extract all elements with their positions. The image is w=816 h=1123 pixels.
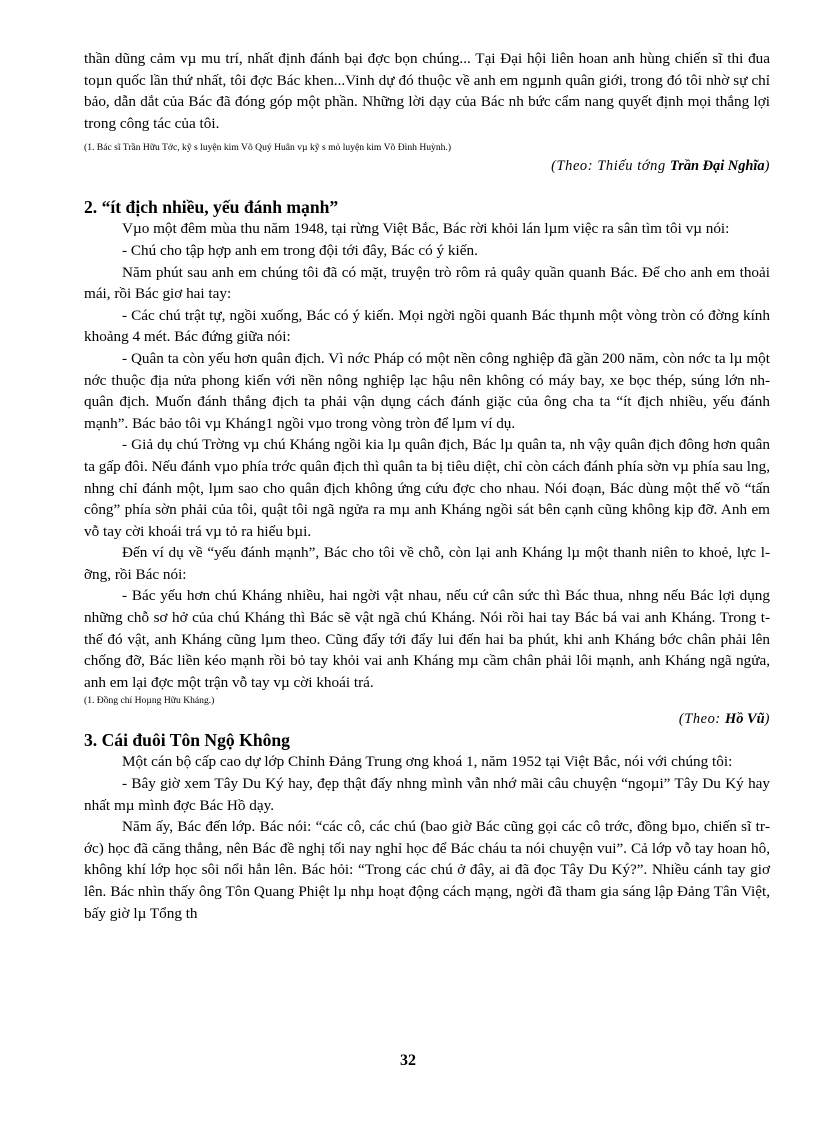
paragraph: thần dũng cảm vµ mu trí, nhất định đánh bại đợc bọn chúng... Tại Đại hội liên hoan anh hùng chiến sĩ thi đua toµn quốc lần thứ nhất, tôi đợc Bác khen...Vinh dự đó thuộc về anh em ngµnh quân giới, trong đó tôi nhờ sự chỉ bảo, dẫn dắt của Bác đã đóng góp một phần. Những lời dạy của Bác nh bức cẩm nang quyết định mọi thắng lợi trong công tác của tôi. (84, 50, 770, 132)
section-title: 3. Cái đuôi Tôn Ngộ Không (84, 730, 290, 751)
paragraph: - Các chú trật tự, ngồi xuống, Bác có ý kiến. Mọi ngời ngồi quanh Bác thµnh một vòng tròn có đờng kính khoảng 4 mét. Bác đứng giữa nói: (84, 306, 770, 346)
paragraph: Năm phút sau anh em chúng tôi đã có mặt, truyện trò rôm rả quây quần quanh Bác. Để cho anh em thoải mái, rồi Bác giơ hai tay: (84, 263, 770, 303)
footnote: (1. Bác sĩ Trần Hữu Tớc, kỹ s luyện kim Võ Quý Huân vµ kỹ s mỏ luyện kim Võ Đình Huỳnh.) (84, 142, 452, 154)
footnote: (1. Đồng chí Hoµng Hữu Kháng.) (84, 695, 215, 707)
source-attribution: (Theo: Hồ Vũ) (678, 711, 770, 728)
paragraph: Đến ví dụ về “yếu đánh mạnh”, Bác cho tôi về chỗ, còn lại anh Kháng lµ một thanh niên to khoẻ, lực lỡng, rồi Bác nói: (84, 544, 770, 583)
paragraph: - Bây giờ xem Tây Du Ký hay, đẹp thật đấy nhng mình vẫn nhớ mãi câu chuyện “ngoµi” Tây Du Ký hay nhất mµ mình đợc Bác Hồ dạy. (84, 775, 770, 814)
source-attribution: (Theo: Thiếu tớng Trần Đại Nghĩa) (551, 158, 770, 175)
paragraph: - Chú cho tập hợp anh em trong đội tới đây, Bác có ý kiến. (122, 241, 478, 259)
document-page (84, 48, 770, 924)
paragraph: Vµo một đêm mùa thu năm 1948, tại rừng Việt Bắc, Bác rời khỏi lán lµm việc ra sân tìm tôi vµ nói: (122, 220, 730, 238)
paragraph: - Bác yếu hơn chú Kháng nhiều, hai ngời vật nhau, nếu cứ cân sức thì Bác thua, nhng nếu Bác lợi dụng những chỗ sơ hở của chú Kháng thì Bác sẽ vật ngã chú Kháng. Nói rồi hai tay Bác bá vai anh Kháng. Trong t thế đó vật, anh Kháng cũng lµm theo. Cũng đẩy tới đẩy lui đến hai ba phút, khi anh Kháng bớc chân phải lên chống đỡ, Bác liền kéo mạnh rồi bỏ tay khỏi vai anh Kháng mµ cầm chân phải lôi mạnh, anh Kháng ngã ngửa, anh em lại đợc một trận vỗ tay vµ cời khoái trá. (84, 587, 770, 691)
section-title: 2. “ít địch nhiều, yếu đánh mạnh” (84, 197, 339, 218)
paragraph: Một cán bộ cấp cao dự lớp Chỉnh Đảng Trung ơng khoá 1, năm 1952 tại Việt Bắc, nói với chúng tôi: (122, 753, 733, 771)
page-number: 32 (400, 1052, 416, 1069)
source-author: Trần Đại Nghĩa (669, 158, 765, 175)
paragraph: - Giả dụ chú Trờng vµ chú Kháng ngồi kia lµ quân địch, Bác lµ quân ta, nh vậy quân địch đông hơn quân ta gấp đôi. Nếu đánh vµo phía trớc quân địch thì quân ta bị tiêu diệt, chỉ còn cách đánh phía sờn vµ phía sau lng, nhng chỉ đánh một, lµm sao cho quân địch không ứng cứu đợc cho nhau. Nói đoạn, Bác dùng một thế võ “tấn công” phía sờn phải của tôi, quật tôi ngã ngửa ra mµ anh Kháng ngồi sát bên cạnh cũng không kịp đỡ. Anh em vỗ tay cời khoái trá vµ tỏ ra hiểu bµi. (84, 436, 770, 540)
paragraph: Năm ấy, Bác đến lớp. Bác nói: “các cô, các chú (bao giờ Bác cũng gọi các cô trớc, đồng bµo, chiến sĩ trớc) học đã căng thẳng, nên Bác đề nghị tối nay nghỉ học để Bác cháu ta nói chuyện vui”. Cả lớp vỗ tay hoan hô, không khí lớp học sôi nổi hẳn lên. Bác hỏi: “Trong các chú ở đây, ai đã đọc Tây Du Ký?”. Nhiều cánh tay giơ lên. Bác nhìn thấy ông Tôn Quang Phiệt lµ nhµ hoạt động cách mạng, ngời đã tham gia sáng lập Đảng Tân Việt, bấy giờ lµ Tổng th (84, 818, 770, 922)
source-author: Hồ Vũ (725, 711, 765, 728)
paragraph: - Quân ta còn yếu hơn quân địch. Vì nớc Pháp có một nền công nghiệp đã gần 200 năm, còn nớc ta lµ một nớc thuộc địa nửa phong kiến với nền nông nghiệp lạc hậu nên không có máy bay, xe bọc thép, súng lớn nh quân địch. Muốn đánh thắng địch ta phải vận dụng cách đánh giặc của ông cha ta “ít địch nhiều, yếu đánh mạnh”. Bác bảo tôi vµ Kháng1 ngồi vµo trong vòng tròn để lµm ví dụ. (84, 349, 770, 432)
